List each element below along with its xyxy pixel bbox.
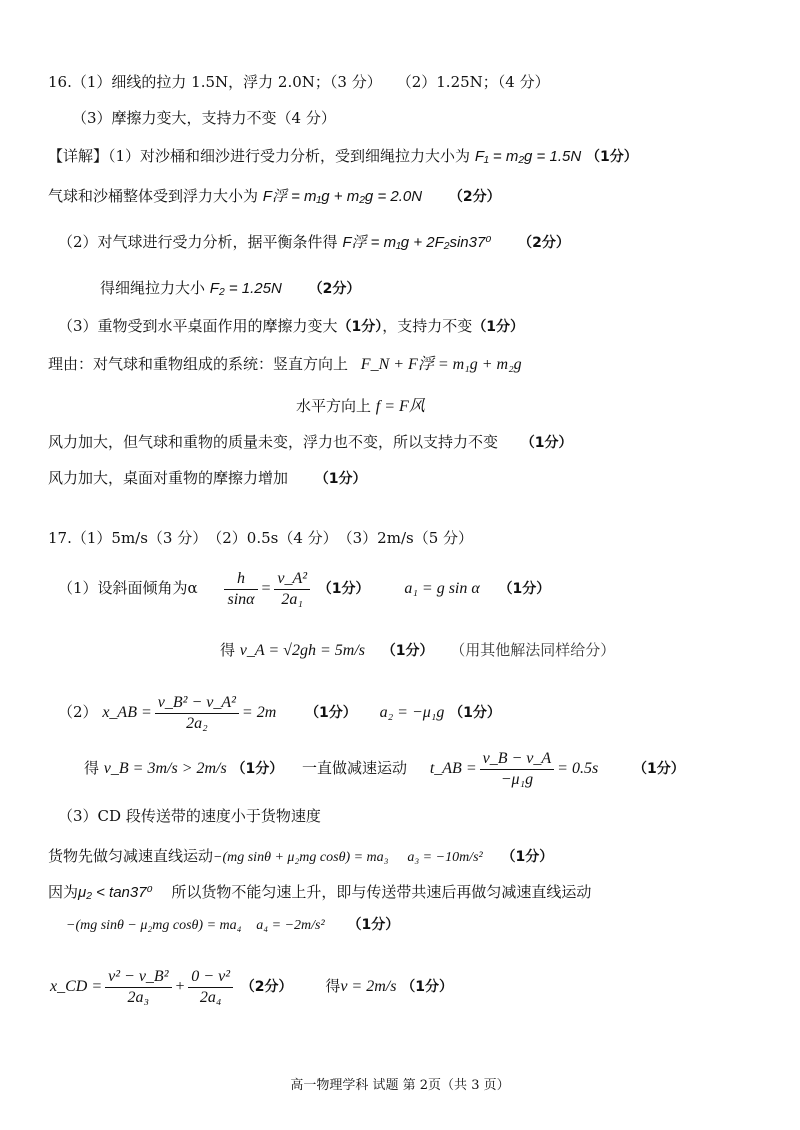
step-text: 水平方向上: [296, 397, 372, 415]
step-text: 理由：对气球和重物组成的系统：竖直方向上: [48, 355, 349, 373]
score: （1分）: [337, 319, 383, 335]
formula: a₄ = −2m/s²: [256, 918, 325, 933]
q17-part3: （3）CD 段传送带的速度小于货物速度: [58, 807, 321, 825]
score: （1分）: [585, 149, 638, 165]
formula: v = 2m/s: [340, 978, 397, 995]
formula: −(mg sinθ + μ₂mg cosθ) = ma₃: [213, 850, 389, 865]
formula: x_AB =: [102, 704, 152, 721]
formula: v_A = √2gh = 5m/s: [239, 642, 365, 659]
score: （1分）: [305, 705, 357, 721]
q17-heading: 17.（1）5m/s（3 分） （2）0.5s（4 分） （3）2m/s（5 分）: [48, 529, 474, 547]
fraction: $\frac{h}{\sin\alpha}$: [224, 569, 257, 610]
formula: F_N + F浮 = m₁g + m₂g: [360, 356, 522, 373]
formula: a₁ = g sin α: [404, 580, 480, 597]
score: （1分）: [501, 849, 554, 865]
step-text: 气球和沙桶整体受到浮力大小为: [48, 187, 259, 205]
step-text: （1）设斜面倾角为α: [58, 579, 198, 597]
score: （1分）: [498, 581, 551, 597]
q16-step6: [48, 354, 522, 375]
fraction: $\frac{\text{v² − v\_B²}}{\text{2a₃}}$: [105, 967, 171, 1008]
score: （1分）: [347, 917, 400, 933]
score: （2分）: [308, 281, 361, 297]
fraction: $\frac{\text{v\_A²}}{\text{2a₁}}$: [274, 569, 310, 610]
score: （2分）: [518, 235, 570, 251]
step-text: 得: [325, 977, 341, 995]
q17-step7: [48, 882, 591, 903]
q17-step9: x_CD = $\frac{\text{v² − v\_B²}}{\text{2a₃}}$ + $\frac{\text{0 − v²}}{\text{2a₄}}$ （2分） 得v = 2m/s （1分）: [50, 967, 453, 1006]
fraction: $\frac{\text{0 − v²}}{\text{2a₄}}$: [188, 967, 233, 1008]
formula: a₂ = −μ₁g: [379, 704, 445, 721]
note: （用其他解法同样给分）: [450, 641, 616, 659]
formula: = 0.5s: [557, 760, 599, 777]
formula: F₁ = m₂g = 1.5N: [474, 148, 582, 165]
score: （1分）: [231, 761, 284, 777]
fraction: $\frac{\text{v\_B² − v\_A²}}{\text{2a₂}}$: [155, 693, 239, 734]
score: （1分）: [472, 319, 525, 335]
score: （2分）: [448, 189, 501, 205]
score: （1分）: [381, 643, 434, 659]
q16-step2: [48, 186, 501, 207]
score: （1分）: [520, 435, 573, 451]
q17-part2: [58, 690, 501, 735]
q16-step3: [58, 232, 570, 253]
step-text: ，支持力不变: [382, 317, 473, 335]
formula: f = F风: [375, 398, 425, 415]
step-text: （3）重物受到水平桌面作用的摩擦力变大: [58, 317, 338, 335]
step-text: 货物先做匀减速直线运动: [48, 847, 214, 865]
q16-part3: （3）摩擦力变大，支持力不变（4 分）: [72, 109, 336, 127]
score: （1分）: [632, 761, 685, 777]
q16-heading: 16.（1）细线的拉力 1.5N，浮力 2.0N；（3 分） （2）1.25N；（4 分）: [48, 73, 550, 91]
score: （1分）: [314, 471, 367, 487]
score: （1分）: [317, 581, 370, 597]
formula: F浮 = m₁g + m₂g = 2.0N: [262, 188, 423, 205]
score: （1分）: [449, 705, 501, 721]
step-text: 风力加大，但气球和重物的质量未变，浮力也不变，所以支持力不变: [48, 433, 499, 451]
step-text: 得细绳拉力大小: [100, 279, 206, 297]
q17-result2: [84, 746, 685, 791]
formula: F浮 = m₁g + 2F₂sin37⁰: [342, 234, 492, 251]
formula: a₃ = −10m/s²: [407, 850, 483, 865]
step-text: （1）对沙桶和细沙进行受力分析，受到细绳拉力大小为: [108, 147, 471, 165]
step-text: 所以货物不能匀速上升，即与传送带共速后再做匀减速直线运动: [171, 883, 592, 901]
formula: v_B = 3m/s > 2m/s: [103, 760, 227, 777]
q17-step6: [48, 846, 553, 868]
formula: −(mg sinθ − μ₂mg cosθ) = ma₄: [66, 918, 242, 933]
fraction: $\frac{v\_B - v\_A}{\text{−μ₁g}}$: [480, 749, 555, 790]
q17-result1: [220, 640, 615, 661]
formula: F₂ = 1.25N: [209, 280, 282, 297]
step-text: 得: [220, 641, 236, 659]
q16-step8: [48, 432, 573, 453]
formula: t_AB =: [429, 760, 477, 777]
detail-label: 【详解】: [48, 147, 109, 165]
page-footer: 高一物理学科 试题 第 2页（共 3 页）: [290, 1078, 510, 1093]
q16-step5: [58, 316, 524, 337]
q16-step9: [48, 468, 367, 489]
q16-step1: [48, 146, 638, 167]
score: （1分）: [401, 979, 453, 995]
step-text: 得: [84, 759, 100, 777]
score: （2分）: [240, 979, 293, 995]
q16-step7: [296, 396, 425, 417]
q17-part1: （1）设斜面倾角为α $\frac{h}{\sin\alpha}$ = $\frac{\text{v\_A²}}{\text{2a₁}}$ （1分） a₁ = g sin α （1分）: [58, 569, 551, 608]
step-text: 因为: [48, 883, 79, 901]
step-text: 一直做减速运动: [302, 759, 408, 777]
formula: x_CD =: [50, 978, 103, 995]
formula: μ₂ < tan37⁰: [78, 884, 153, 901]
step-text: （2）: [58, 703, 98, 721]
formula: = 2m: [241, 704, 277, 721]
step-text: 风力加大，桌面对重物的摩擦力增加: [48, 469, 289, 487]
q16-step4: [100, 278, 360, 299]
step-text: （2）对气球进行受力分析，据平衡条件得: [58, 233, 338, 251]
q17-step8: [66, 914, 399, 936]
